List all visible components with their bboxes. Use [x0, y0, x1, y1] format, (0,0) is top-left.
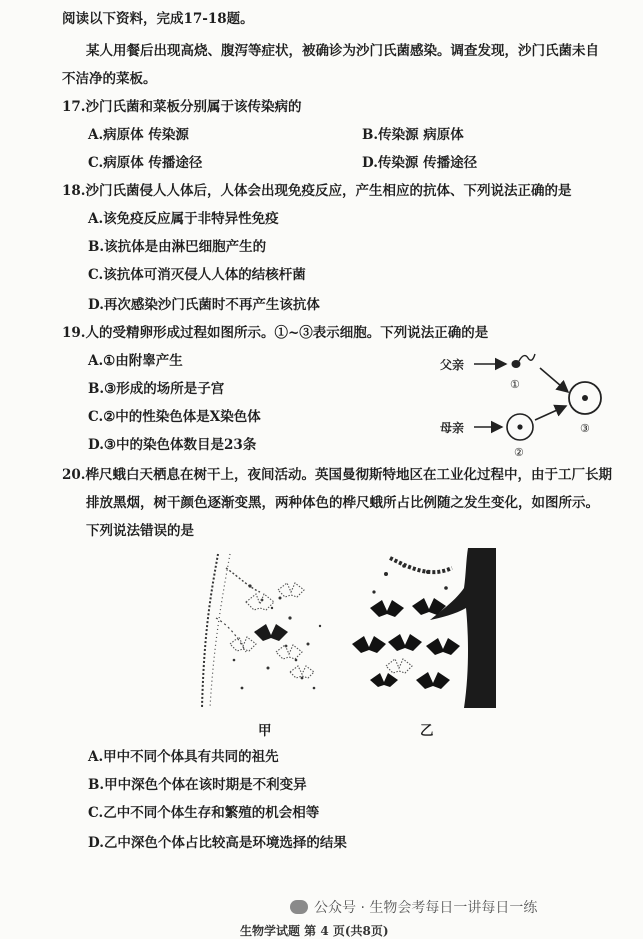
- fertilization-diagram: [440, 340, 620, 460]
- sperm-icon: [512, 354, 536, 368]
- q18-option-b[interactable]: B.该抗体是由淋巴细胞产生的: [88, 239, 267, 255]
- dark-tree-panel: [352, 548, 496, 708]
- cell-3-label: ③: [580, 422, 590, 435]
- mother-label: 母亲: [440, 421, 465, 435]
- cell-2-label: ②: [514, 446, 524, 459]
- q20-option-c[interactable]: C.乙中不同个体生存和繁殖的机会相等: [88, 805, 320, 821]
- q20-stem-line3: 下列说法错误的是: [86, 523, 194, 539]
- zygote-cell-icon: [569, 382, 601, 414]
- peppered-moth-illustration: [190, 548, 510, 718]
- watermark-text: 公众号 · 生物会考每日一讲每日一练: [314, 900, 538, 916]
- page-footer: 生物学试题 第 4 页(共8页): [240, 924, 389, 938]
- figure-label-jia: 甲: [258, 723, 272, 739]
- reading-paragraph-line1: 某人用餐后出现高烧、腹泻等症状，被确诊为沙门氏菌感染。调查发现，沙门氏菌未自: [86, 43, 599, 59]
- q20-option-b[interactable]: B.甲中深色个体在该时期是不利变异: [88, 777, 307, 793]
- wechat-watermark: [290, 897, 537, 917]
- q20-stem-line2: 排放黑烟，树干颜色逐渐变黑，两种体色的桦尺蛾所占比例随之发生变化，如图所示。: [86, 495, 599, 511]
- egg-cell-icon: [507, 414, 533, 440]
- father-label: 父亲: [440, 358, 465, 372]
- cell-1-label: ①: [510, 378, 520, 391]
- q17-option-b[interactable]: B.传染源 病原体: [362, 127, 464, 143]
- figure-label-yi: 乙: [420, 723, 434, 739]
- q19-stem: 19.人的受精卵形成过程如图所示。①~③表示细胞。下列说法正确的是: [62, 325, 489, 341]
- wechat-icon: [290, 900, 308, 914]
- q19-option-b[interactable]: B.③形成的场所是子宫: [88, 381, 225, 397]
- q19-option-d[interactable]: D.③中的染色体数目是23条: [88, 437, 257, 453]
- q20-option-d[interactable]: D.乙中深色个体占比较高是环境选择的结果: [88, 835, 347, 851]
- light-tree-panel: [202, 554, 321, 708]
- q17-option-d[interactable]: D.传染源 传播途径: [362, 155, 478, 171]
- q17-option-a[interactable]: A.病原体 传染源: [88, 127, 189, 143]
- reading-instruction: 阅读以下资料，完成17-18题。: [62, 11, 254, 27]
- reading-paragraph-line2: 不洁净的菜板。: [62, 71, 157, 87]
- q19-option-a[interactable]: A.①由附睾产生: [88, 353, 183, 369]
- q18-stem: 18.沙门氏菌侵人人体后，人体会出现免疫反应，产生相应的抗体、下列说法正确的是: [62, 183, 572, 199]
- q19-option-c[interactable]: C.②中的性染色体是X染色体: [88, 409, 261, 425]
- q17-option-c[interactable]: C.病原体 传播途径: [88, 155, 203, 171]
- q18-option-d[interactable]: D.再次感染沙门氏菌时不再产生该抗体: [88, 297, 320, 313]
- q18-option-c[interactable]: C.该抗体可消灭侵人人体的结核杆菌: [88, 267, 306, 283]
- q20-option-a[interactable]: A.甲中不同个体具有共同的祖先: [88, 749, 279, 765]
- q20-stem-line1: 20.桦尺蛾白天栖息在树干上，夜间活动。英国曼彻斯特地区在工业化过程中，由于工厂长期: [62, 467, 612, 483]
- q17-stem: 17.沙门氏菌和菜板分别属于该传染病的: [62, 99, 302, 115]
- q18-option-a[interactable]: A.该免疫反应属于非特异性免疫: [88, 211, 279, 227]
